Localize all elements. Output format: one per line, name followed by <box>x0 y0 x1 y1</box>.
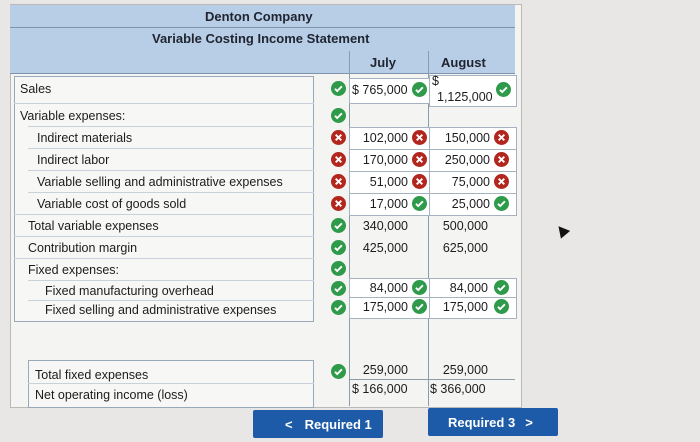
july-variable-cogs-value[interactable]: 17,000 <box>369 197 408 211</box>
july-indirect-materials-value[interactable]: 102,000 <box>362 131 408 145</box>
august-sales-currency: $ <box>432 74 439 88</box>
august-net-operating-income-value: $ 366,000 <box>430 382 486 396</box>
row-divider <box>14 103 314 104</box>
row-label-indirect-labor[interactable]: Indirect labor <box>37 153 110 167</box>
cross-icon <box>331 152 346 167</box>
cross-icon <box>494 130 509 145</box>
row-divider <box>14 236 314 237</box>
cross-icon <box>331 130 346 145</box>
row-label-net-operating-income[interactable]: Net operating income (loss) <box>35 388 188 402</box>
chevron-left-icon: < <box>285 416 293 432</box>
july-contribution-margin-value: 425,000 <box>362 241 408 255</box>
august-fixed-selling-value[interactable]: 175,000 <box>442 300 488 314</box>
company-name: Denton Company <box>205 9 313 24</box>
cross-icon <box>412 152 427 167</box>
august-indirect-materials-value[interactable]: 150,000 <box>444 131 490 145</box>
cross-icon <box>331 196 346 211</box>
check-icon <box>331 300 346 315</box>
row-label-sales[interactable]: Sales <box>20 82 52 96</box>
row-divider <box>28 192 314 193</box>
statement-title: Variable Costing Income Statement <box>152 31 370 46</box>
mouse-pointer-icon <box>554 222 570 238</box>
july-total-variable-value: 340,000 <box>362 219 408 233</box>
august-contribution-margin-value: 625,000 <box>442 241 488 255</box>
row-divider <box>28 126 314 127</box>
cross-icon <box>494 174 509 189</box>
cross-icon <box>331 174 346 189</box>
august-total-rule <box>429 379 515 380</box>
row-label-fixed-moh[interactable]: Fixed manufacturing overhead <box>45 284 214 298</box>
check-icon <box>494 196 509 211</box>
july-fixed-selling-value[interactable]: 175,000 <box>362 300 408 314</box>
check-icon <box>331 240 346 255</box>
row-label-variable-cogs[interactable]: Variable cost of goods sold <box>37 197 187 211</box>
july-fixed-moh-value[interactable]: 84,000 <box>369 281 408 295</box>
column-header-august: August <box>441 55 486 70</box>
check-icon <box>412 196 427 211</box>
row-divider <box>28 170 314 171</box>
row-label-total-variable[interactable]: Total variable expenses <box>28 219 159 233</box>
column-header-july: July <box>370 55 397 70</box>
prev-required-button[interactable] <box>253 410 383 438</box>
next-required-button[interactable] <box>428 408 558 436</box>
july-variable-selling-value[interactable]: 51,000 <box>369 175 408 189</box>
august-fixed-moh-value[interactable]: 84,000 <box>449 281 488 295</box>
column-divider-july <box>349 51 350 406</box>
july-total-rule <box>349 379 428 380</box>
row-divider <box>14 214 314 215</box>
chevron-right-icon: > <box>525 414 533 430</box>
july-net-operating-income-value: $ 166,000 <box>352 382 408 396</box>
row-label-variable-expenses[interactable]: Variable expenses: <box>20 109 126 123</box>
column-header-band <box>10 51 515 73</box>
row-divider <box>14 258 314 259</box>
july-total-fixed-value: 259,000 <box>362 363 408 377</box>
next-required-label: Required 3 <box>448 414 516 430</box>
prev-required-label: Required 1 <box>304 416 372 432</box>
check-icon <box>331 261 346 276</box>
cross-icon <box>412 130 427 145</box>
august-variable-cogs-value[interactable]: 25,000 <box>451 197 490 211</box>
check-icon <box>331 218 346 233</box>
row-divider <box>28 383 314 384</box>
check-icon <box>412 82 427 97</box>
check-icon <box>494 280 509 295</box>
header-divider <box>10 27 515 28</box>
row-label-indirect-materials[interactable]: Indirect materials <box>37 131 133 145</box>
row-label-total-fixed[interactable]: Total fixed expenses <box>35 368 149 382</box>
july-sales-value[interactable]: $ 765,000 <box>352 83 408 97</box>
check-icon <box>412 280 427 295</box>
row-divider <box>28 148 314 149</box>
row-label-fixed-expenses[interactable]: Fixed expenses: <box>28 263 120 277</box>
cross-icon <box>494 152 509 167</box>
row-label-variable-selling[interactable]: Variable selling and administrative expenses <box>37 175 283 189</box>
august-sales-value[interactable]: 1,125,000 <box>437 90 493 104</box>
check-icon <box>331 281 346 296</box>
august-variable-selling-value[interactable]: 75,000 <box>451 175 490 189</box>
cross-icon <box>412 174 427 189</box>
check-icon <box>331 364 346 379</box>
august-total-fixed-value: 259,000 <box>442 363 488 377</box>
august-indirect-labor-value[interactable]: 250,000 <box>444 153 490 167</box>
row-label-fixed-selling[interactable]: Fixed selling and administrative expenses <box>45 303 277 317</box>
check-icon <box>412 299 427 314</box>
august-total-variable-value: 500,000 <box>442 219 488 233</box>
check-icon <box>331 81 346 96</box>
check-icon <box>494 299 509 314</box>
row-label-contribution-margin[interactable]: Contribution margin <box>28 241 138 255</box>
check-icon <box>331 108 346 123</box>
check-icon <box>496 82 511 97</box>
row-divider <box>28 300 314 301</box>
july-indirect-labor-value[interactable]: 170,000 <box>362 153 408 167</box>
row-divider <box>28 280 314 281</box>
